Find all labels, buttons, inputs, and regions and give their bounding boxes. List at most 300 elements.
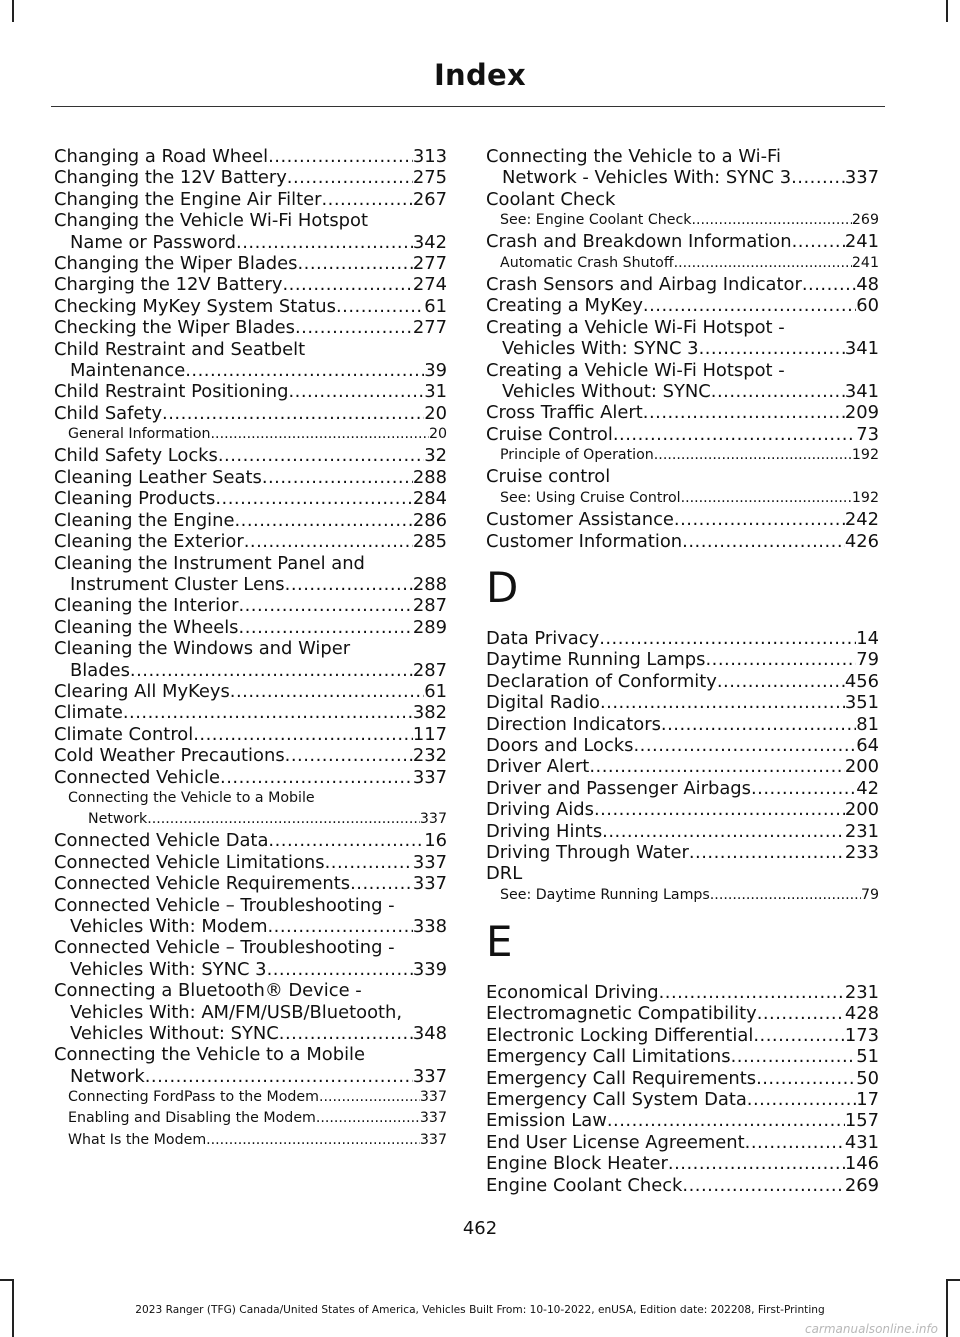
entry-label: Charging the 12V Battery [54,274,283,296]
page-reference[interactable]: 48 [856,274,879,296]
page-reference[interactable]: 231 [844,981,879,1003]
page-reference[interactable]: 269 [851,212,879,229]
page-reference[interactable]: 231 [844,820,879,842]
index-entry[interactable] [486,509,879,530]
page-reference[interactable]: 20 [428,426,447,443]
dot-leader [185,360,424,381]
page-reference[interactable]: 275 [412,167,447,189]
page-reference[interactable]: 61 [424,680,447,702]
dot-leader [238,595,412,616]
index-entry[interactable] [486,360,879,403]
page-reference[interactable]: 339 [412,958,447,980]
dot-leader [220,767,413,788]
index-entry[interactable] [486,735,879,756]
entry-label: Electromagnetic Compatibility [486,1003,757,1025]
footer-edition-info: 2023 Ranger (TFG) Canada/United States of America, Vehicles Built From: 10-10-2022, enUSA, Edition date: 202208, First-Printing [135,1304,825,1316]
entry-label: End User License Agreement [486,1131,745,1153]
page-reference[interactable]: 157 [844,1110,879,1132]
page-reference[interactable]: 337 [412,873,447,895]
header-divider [51,106,885,107]
index-entry[interactable] [54,274,447,295]
page-reference[interactable]: 32 [424,445,447,467]
dot-leader [745,1132,845,1153]
dot-leader [123,702,413,723]
index-entry[interactable] [54,745,447,766]
page-reference[interactable]: 31 [424,381,447,403]
index-entry[interactable] [486,295,879,316]
entry-label: Connected Vehicle – Troubleshooting - [54,937,395,959]
page-reference[interactable]: 14 [856,627,879,649]
entry-label: Child Safety [54,402,163,424]
index-entry[interactable] [54,445,447,466]
entry-label: Vehicles With: Modem [70,916,268,938]
entry-label: Cleaning the Exterior [54,531,244,553]
dot-leader [297,253,412,274]
entry-label: Changing the 12V Battery [54,167,287,189]
page-reference[interactable]: 274 [412,274,447,296]
dot-leader [699,338,845,359]
entry-label: Creating a MyKey [486,295,643,317]
entry-label: Changing the Vehicle Wi-Fi Hotspot [54,210,368,232]
dot-leader [689,842,845,863]
entry-label: Driving Aids [486,799,594,821]
page-reference[interactable]: 426 [844,530,879,552]
dot-leader [211,424,429,445]
dot-leader [668,1153,845,1174]
entry-label: See: Using Cruise Control [500,489,681,506]
dot-leader [325,852,413,873]
page-reference[interactable]: 200 [844,799,879,821]
dot-leader [757,1003,845,1024]
entry-label: Engine Coolant Check [486,1174,683,1196]
page-reference[interactable]: 173 [844,1024,879,1046]
dot-leader [244,531,413,552]
index-entry[interactable] [54,767,447,788]
dot-leader [230,681,424,702]
page-reference[interactable]: 50 [856,1067,879,1089]
entry-label: Network [70,1065,145,1087]
entry-label: Climate [54,702,123,724]
index-entry[interactable] [486,1003,879,1024]
dot-leader [285,574,413,595]
dot-leader [747,1089,856,1110]
dot-leader [643,295,856,316]
index-entry[interactable] [486,466,879,487]
index-entry[interactable] [54,488,447,509]
dot-leader [287,167,413,188]
index-subentry[interactable] [486,885,879,906]
page-reference[interactable]: 267 [412,188,447,210]
page-reference[interactable]: 241 [844,231,879,253]
entry-label: Principle of Operation [500,447,654,464]
page-reference[interactable]: 341 [844,338,879,360]
index-subentry[interactable] [54,1108,447,1129]
entry-label: Emission Law [486,1110,607,1132]
entry-label: Connecting the Vehicle to a Wi-Fi [486,146,782,167]
dot-leader [599,628,856,649]
dot-leader [162,403,424,424]
dot-leader [674,253,852,274]
dot-leader [319,1087,420,1108]
entry-label: Crash Sensors and Airbag Indicator [486,274,802,296]
entry-label: Child Safety Locks [54,445,218,467]
index-entry[interactable] [54,830,447,851]
entry-label: Cleaning Products [54,488,216,510]
dot-leader [717,671,845,692]
page-reference[interactable]: 117 [412,723,447,745]
page-reference[interactable]: 81 [856,713,879,735]
dot-leader [206,1130,420,1151]
page-reference[interactable]: 351 [844,692,879,714]
entry-label: Cruise control [486,466,611,488]
entry-label: Digital Radio [486,692,600,714]
page-reference[interactable]: 16 [424,830,447,852]
dot-leader [613,424,856,445]
index-entry[interactable] [54,167,447,188]
page-reference[interactable]: 286 [412,509,447,531]
index-entry[interactable] [486,649,879,670]
index-entry[interactable] [486,778,879,799]
dot-leader [802,274,856,295]
dot-leader [321,189,412,210]
dot-leader [602,821,845,842]
entry-label: Creating a Vehicle Wi-Fi Hotspot - [486,359,785,381]
page-reference[interactable]: 337 [419,1131,447,1148]
index-entry[interactable] [486,274,879,295]
index-entry[interactable] [54,553,447,596]
page-reference[interactable]: 428 [844,1003,879,1025]
index-entry[interactable] [486,863,879,884]
entry-label: Connected Vehicle Data [54,830,269,852]
dot-leader [756,1068,856,1089]
entry-label: Customer Assistance [486,509,674,531]
index-entry[interactable] [486,531,879,552]
entry-label: Connecting a Bluetooth® Device - [54,980,362,1002]
page-reference[interactable]: 277 [412,253,447,275]
entry-label: Child Restraint Positioning [54,381,289,403]
dot-leader [682,531,845,552]
section-letter: D [486,562,519,612]
index-entry[interactable] [54,638,447,681]
dot-leader [350,873,413,894]
index-entry[interactable] [486,1110,879,1131]
dot-leader [267,959,413,980]
page-reference[interactable]: 337 [419,1089,447,1106]
page-reference[interactable]: 233 [844,841,879,863]
entry-label: Network [88,811,148,828]
index-entry[interactable] [486,402,879,423]
index-entry[interactable] [54,531,447,552]
dot-leader [285,745,413,766]
index-entry[interactable] [54,595,447,616]
index-entry[interactable] [486,671,879,692]
index-subentry[interactable] [486,210,879,231]
dot-leader [710,885,861,906]
dot-leader [751,778,856,799]
entry-label: Vehicles Without: SYNC [70,1023,279,1045]
index-entry[interactable] [486,1132,879,1153]
dot-leader [295,317,413,338]
dot-leader [589,756,845,777]
page-reference[interactable]: 337 [419,811,447,828]
page-reference[interactable]: 288 [412,466,447,488]
dot-leader [600,692,845,713]
dot-leader [215,488,412,509]
page-reference[interactable]: 241 [851,254,879,271]
index-column-left [54,146,447,1151]
entry-label: Climate Control [54,723,194,745]
page-reference[interactable]: 64 [856,734,879,756]
entry-label: See: Daytime Running Lamps [500,886,710,903]
page-reference[interactable]: 284 [412,488,447,510]
page-reference[interactable]: 200 [844,756,879,778]
page-reference[interactable]: 287 [412,659,447,681]
entry-label: Connecting the Vehicle to a Mobile [68,789,315,806]
index-entry[interactable] [486,424,879,445]
index-entry[interactable] [54,339,447,382]
dot-leader [316,1108,420,1129]
page-reference[interactable]: 287 [412,595,447,617]
index-entry[interactable] [54,296,447,317]
entry-label: Electronic Locking Differential [486,1024,754,1046]
index-entry[interactable] [486,628,879,649]
page-reference[interactable]: 79 [856,649,879,671]
index-entry[interactable] [486,231,879,252]
page-reference[interactable]: 242 [844,509,879,531]
index-entry[interactable] [486,317,879,360]
entry-label: Doors and Locks [486,734,634,756]
entry-label: Cleaning the Engine [54,509,235,531]
entry-label: Maintenance [70,360,186,382]
entry-label: Driver Alert [486,756,590,778]
dot-leader [236,232,413,253]
index-entry[interactable] [54,937,447,980]
page-reference[interactable]: 209 [844,402,879,424]
page-reference[interactable]: 79 [860,886,879,903]
page-number: 462 [462,1218,498,1239]
entry-label: Driving Through Water [486,841,689,863]
page-reference[interactable]: 285 [412,531,447,553]
index-subentry[interactable] [54,788,447,830]
dot-leader [705,649,856,670]
index-entry[interactable] [486,799,879,820]
crop-mark-bottom-right-h [946,1279,960,1281]
page-reference[interactable]: 192 [851,489,879,506]
index-entry[interactable] [54,317,447,338]
page-reference[interactable]: 342 [412,231,447,253]
dot-leader [791,167,845,188]
page-reference[interactable]: 288 [412,573,447,595]
index-entry[interactable] [486,189,879,210]
entry-label: Emergency Call System Data [486,1089,747,1111]
entry-label: Cruise Control [486,423,613,445]
index-entry[interactable] [54,510,447,531]
dot-leader [711,381,845,402]
entry-label: Changing a Road Wheel [54,146,269,167]
index-entry[interactable] [486,982,879,1003]
dot-leader [654,445,852,466]
entry-label: DRL [486,863,523,885]
entry-label: Cleaning Leather Seats [54,466,262,488]
entry-label: Automatic Crash Shutoff [500,254,674,271]
page-title: Index [433,58,527,92]
entry-label: Driving Hints [486,820,603,842]
entry-label: Connected Vehicle Limitations [54,851,325,873]
dot-leader [731,1046,857,1067]
entry-label: Clearing All MyKeys [54,680,230,702]
dot-leader [681,488,852,509]
entry-label: Direction Indicators [486,713,661,735]
index-subentry[interactable] [54,1130,447,1151]
index-entry[interactable] [486,1025,879,1046]
entry-label: Economical Driving [486,981,659,1003]
page-reference[interactable]: 20 [424,402,447,424]
index-entry[interactable] [54,852,447,873]
entry-label: Vehicles With: SYNC 3 [502,338,699,360]
index-entry[interactable] [54,895,447,938]
index-entry[interactable] [54,253,447,274]
crop-mark-bottom-left-h [0,1279,14,1281]
page-reference[interactable]: 232 [412,745,447,767]
entry-label: Changing the Engine Air Filter [54,188,322,210]
dot-leader [674,509,845,530]
entry-label: Emergency Call Limitations [486,1046,731,1068]
page-reference[interactable]: 146 [844,1153,879,1175]
entry-label: Driver and Passenger Airbags [486,777,751,799]
entry-label: Enabling and Disabling the Modem [68,1110,316,1127]
index-entry[interactable] [54,403,447,424]
index-subentry[interactable] [486,488,879,509]
page-reference[interactable]: 73 [856,423,879,445]
entry-label: Cold Weather Precautions [54,745,285,767]
entry-label: Connecting FordPass to the Modem [68,1089,319,1106]
page-reference[interactable]: 337 [412,1065,447,1087]
index-subentry[interactable] [54,424,447,445]
index-entry[interactable] [486,146,879,189]
dot-leader [682,1175,844,1196]
entry-label: Changing the Wiper Blades [54,253,298,275]
entry-label: Cleaning the Windows and Wiper [54,638,351,660]
dot-leader [753,1025,845,1046]
dot-leader [283,274,413,295]
index-entry[interactable] [54,873,447,894]
index-entry[interactable] [54,724,447,745]
dot-leader [279,1023,413,1044]
dot-leader [792,231,845,252]
index-entry[interactable] [486,1175,879,1196]
page-reference[interactable]: 337 [844,167,879,189]
index-entry[interactable] [54,980,447,1044]
index-entry[interactable] [486,1089,879,1110]
entry-label: Connected Vehicle [54,766,221,788]
page-reference[interactable]: 277 [412,317,447,339]
index-entry[interactable] [54,210,447,253]
dot-leader [268,146,413,167]
index-entry[interactable] [486,1068,879,1089]
page-reference[interactable]: 456 [844,670,879,692]
page-reference[interactable]: 431 [844,1131,879,1153]
index-subentry[interactable] [486,253,879,274]
dot-leader [130,660,413,681]
page-reference[interactable]: 337 [412,766,447,788]
page-reference[interactable]: 17 [856,1089,879,1111]
index-entry[interactable] [54,189,447,210]
page-reference[interactable]: 42 [856,777,879,799]
entry-label: Customer Information [486,530,683,552]
index-entry[interactable] [54,617,447,638]
index-entry[interactable] [486,714,879,735]
page-reference[interactable]: 60 [856,295,879,317]
dot-leader [218,445,424,466]
watermark: carmanualsonline.info [804,1322,938,1336]
entry-label: Connected Vehicle – Troubleshooting - [54,894,395,916]
entry-label: Data Privacy [486,627,600,649]
dot-leader [147,809,420,830]
index-entry[interactable] [54,702,447,723]
page-reference[interactable]: 338 [412,916,447,938]
dot-leader [262,467,413,488]
index-entry[interactable] [486,1153,879,1174]
page-reference[interactable]: 313 [412,146,447,167]
index-subentry[interactable] [54,1087,447,1108]
index-entry[interactable] [486,842,879,863]
page-reference[interactable]: 337 [419,1110,447,1127]
index-entry[interactable] [54,381,447,402]
index-subentry[interactable] [486,445,879,466]
entry-label: Connecting the Vehicle to a Mobile [54,1044,366,1066]
dot-leader [607,1110,845,1131]
page-reference[interactable]: 348 [412,1023,447,1045]
dot-leader [643,402,845,423]
index-entry[interactable] [54,681,447,702]
page-reference[interactable]: 337 [412,851,447,873]
index-entry[interactable] [486,756,879,777]
index-entry[interactable] [486,692,879,713]
page-reference[interactable]: 51 [856,1046,879,1068]
index-column-right [486,146,879,1196]
page-reference[interactable]: 382 [412,702,447,724]
dot-leader [145,1066,413,1087]
entry-label: Emergency Call Requirements [486,1067,757,1089]
entry-label: Child Restraint and Seatbelt [54,338,306,360]
entry-label: Creating a Vehicle Wi-Fi Hotspot - [486,316,785,338]
index-entry[interactable] [486,821,879,842]
page-reference[interactable]: 192 [851,447,879,464]
page-reference[interactable]: 289 [412,616,447,638]
entry-label: Cleaning the Interior [54,595,239,617]
page-reference[interactable]: 269 [844,1174,879,1196]
dot-leader [659,982,845,1003]
index-entry[interactable] [486,1046,879,1067]
dot-leader [594,799,845,820]
entry-label: Checking MyKey System Status [54,295,336,317]
index-entry[interactable] [54,467,447,488]
entry-label: Name or Password [70,231,237,253]
entry-label: Vehicles With: SYNC 3 [70,958,267,980]
page-reference[interactable]: 61 [424,295,447,317]
entry-label: Network - Vehicles With: SYNC 3 [502,167,792,189]
dot-leader [235,510,413,531]
crop-mark-top-right [946,0,948,22]
entry-label: Daytime Running Lamps [486,649,706,671]
section-letter: E [486,916,513,966]
index-entry[interactable] [54,1044,447,1087]
entry-label: General Information [68,426,211,443]
page-reference[interactable]: 341 [844,381,879,403]
index-entry[interactable] [54,146,447,167]
page-reference[interactable]: 39 [424,360,447,382]
dot-leader [268,916,413,937]
